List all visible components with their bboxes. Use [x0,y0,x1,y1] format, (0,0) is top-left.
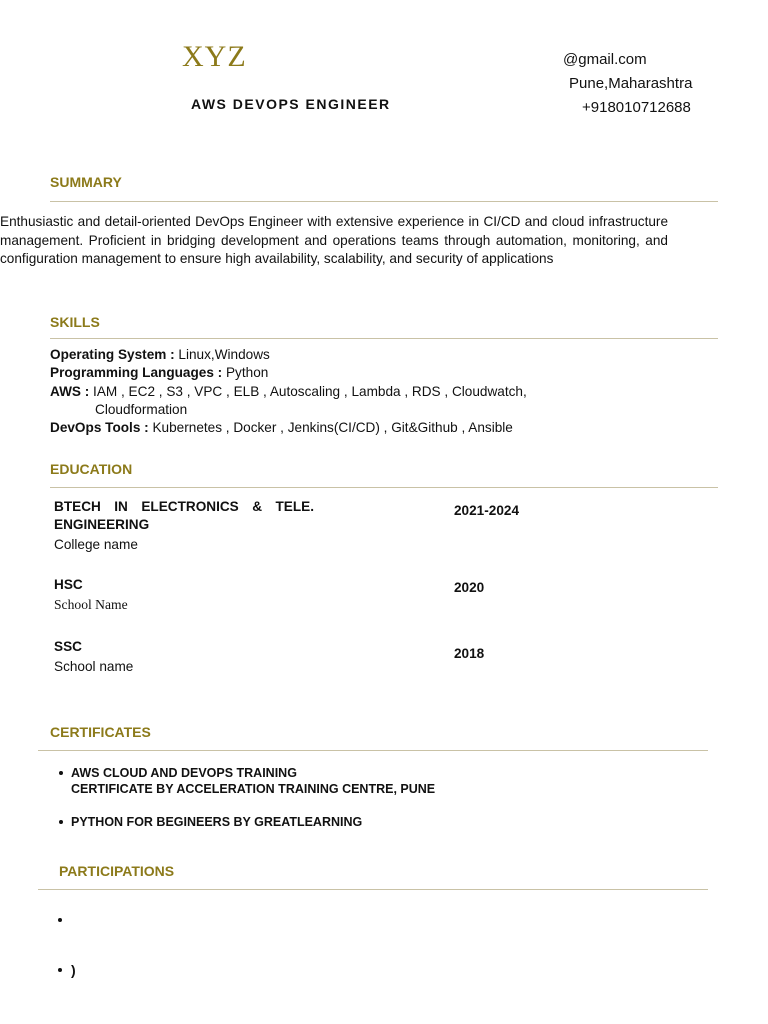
phone-text: +918010712688 [582,99,691,116]
education-degree: HSC [54,577,83,592]
job-title: AWS DEVOPS ENGINEER [191,96,391,112]
email-text: @gmail.com [563,51,647,68]
summary-text: Enthusiastic and detail-oriented DevOps Engineer with extensive experience in CI/CD and cloud infrastructure management. Proficient in bridging development and operations teams through automation, monitoring, and configuration management to ensure high availability, scalability, and security of applications [0,214,668,266]
skill-row-programming [50,364,268,382]
certificates-heading: CERTIFICATES [50,724,151,740]
summary-heading: SUMMARY [50,174,122,190]
summary-divider [50,201,718,202]
education-heading: EDUCATION [50,461,133,477]
skill-value: Linux,Windows [174,347,270,362]
participations-divider [38,889,708,890]
education-years: 2018 [454,646,485,661]
education-institution: School Name [54,597,128,612]
skill-row-aws [50,383,527,401]
bullet-icon [58,968,62,972]
skill-value: IAM , EC2 , S3 , VPC , ELB , Autoscaling , Lambda , RDS , Cloudwatch, [89,384,527,399]
education-degree-continued: ENGINEERING [54,517,150,532]
skill-label: DevOps Tools : [50,420,149,435]
participations-heading: PARTICIPATIONS [59,863,175,879]
skill-label: Programming Languages : [50,365,223,380]
education-years: 2021-2024 [454,503,520,518]
skill-row-aws-continued [95,401,187,419]
skills-heading: SKILLS [50,314,100,330]
education-degree: BTECH IN ELECTRONICS & TELE. [54,499,314,514]
education-institution: College name [54,537,138,552]
bullet-icon [59,820,63,824]
skill-value: Kubernetes , Docker , Jenkins(CI/CD) , Git&Github , Ansible [148,420,513,435]
certificates-divider [38,750,708,751]
skill-label: AWS : [50,384,90,399]
skill-value: Python [222,365,269,380]
certificate-title: AWS CLOUD AND DEVOPS TRAINING [71,766,297,780]
certificate-issuer: CERTIFICATE BY ACCELERATION TRAINING CENTRE, PUNE [71,782,436,796]
candidate-name: XYZ [182,40,247,73]
bullet-icon [59,771,63,775]
skill-label: Operating System : [50,347,175,362]
bullet-icon [58,918,62,922]
education-institution: School name [54,659,134,674]
skills-divider [50,338,718,339]
skill-row-devops-tools [50,419,513,437]
skill-row-os [50,346,270,364]
participation-item: ) [71,962,76,978]
education-divider [50,487,718,488]
location-text: Pune,Maharashtra [569,75,693,92]
certificate-title: PYTHON FOR BEGINEERS BY GREATLEARNING [71,815,363,829]
skill-value: Cloudformation [95,402,188,417]
education-years: 2020 [454,580,485,595]
education-degree: SSC [54,639,82,654]
